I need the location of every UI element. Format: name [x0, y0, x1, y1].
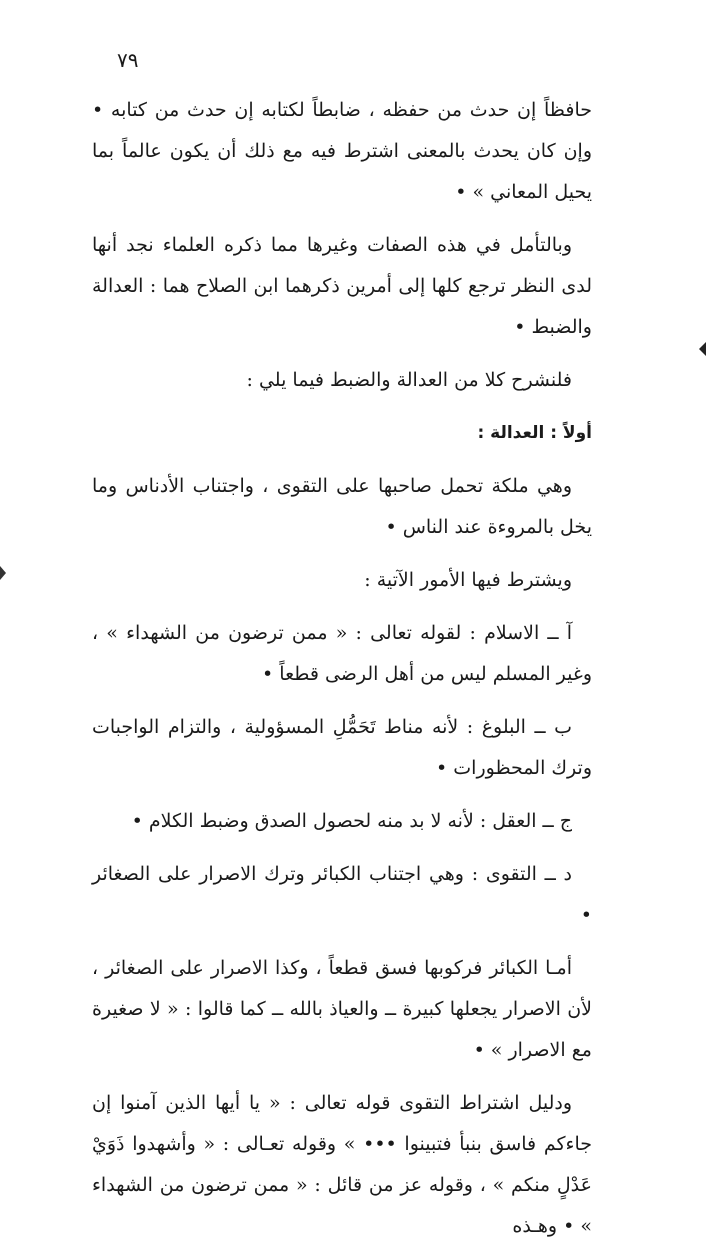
- margin-arrow-marker: [699, 342, 706, 356]
- page-number: ٧٩: [117, 48, 139, 72]
- paragraph: وهي ملكة تحمل صاحبها على التقوى ، واجتناب الأدناس وما يخل بالمروءة عند الناس •: [92, 475, 592, 538]
- section-heading: أولاً : العدالة :: [477, 423, 592, 443]
- paragraph: فلنشرح كلا من العدالة والضبط فيما يلي :: [246, 369, 572, 391]
- paragraph: أمـا الكبائر فركوبها فسق قطعاً ، وكذا الاصرار على الصغائر ، لأن الاصرار يجعلها كبيرة ــ والعياذ بالله ــ كما قالوا : « لا صغيرة مع الاصرار » •: [92, 957, 592, 1061]
- list-item: آ ــ الاسلام : لقوله تعالى : « ممن ترضون من الشهداء » ، وغير المسلم ليس من أهل الرضى قطعاً •: [92, 622, 592, 685]
- list-item: د ــ التقوى : وهي اجتناب الكبائر وترك الاصرار على الصغائر •: [92, 863, 592, 926]
- paragraph: ودليل اشتراط التقوى قوله تعالى : « يا أيها الذين آمنوا إن جاءكم فاسق بنبأ فتبينوا ••• » وقوله تعـالى : « وأشهدوا ذَوَيْ عَدْلٍ منكم » ، وقوله عز من قائل : « ممن ترضون من الشهداء » • وهـذه: [92, 1092, 592, 1237]
- paragraph: ويشترط فيها الأمور الآتية :: [364, 569, 572, 591]
- paragraph: حافظاً إن حدث من حفظه ، ضابطاً لكتابه إن حدث من كتابه • وإن كان يحدث بالمعنى اشترط فيه مع ذلك أن يكون عالماً بما يحيل المعاني » •: [92, 99, 592, 203]
- list-item: ج ــ العقل : لأنه لا بد منه لحصول الصدق وضبط الكلام •: [131, 810, 572, 832]
- paragraph: وبالتأمل في هذه الصفات وغيرها مما ذكره العلماء نجد أنها لدى النظر ترجع كلها إلى أمرين ذكرهما ابن الصلاح هما : العدالة والضبط •: [92, 234, 592, 338]
- page-body: [92, 90, 592, 1259]
- margin-arrow-marker: [0, 566, 6, 580]
- list-item: ب ــ البلوغ : لأنه مناط تَحَمُّلِ المسؤولية ، والتزام الواجبات وترك المحظورات •: [92, 716, 592, 779]
